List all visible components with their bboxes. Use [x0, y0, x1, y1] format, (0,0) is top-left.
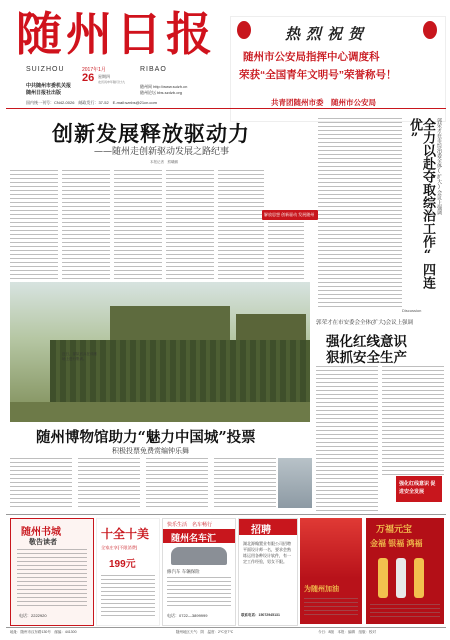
- ad-shiquan-logo: 十全十美: [101, 527, 150, 541]
- ad-jiayou-text: [304, 598, 358, 618]
- lead-byline: 本报记者 熊曦鹏: [150, 160, 178, 164]
- lead-col-6: [268, 222, 304, 282]
- web-1: 随州网 http://www.suizh.cn: [140, 84, 188, 89]
- ad-recruit-phone: 联系电话：15072945131: [241, 613, 280, 617]
- ground-shape: [10, 402, 310, 422]
- ad-cars: [162, 518, 236, 626]
- museum-col-1: [10, 458, 72, 510]
- lead-headline: 创新发展释放驱动力: [52, 121, 250, 146]
- news-photo: [10, 282, 310, 422]
- ad-recruit-text: 湖北源翰置业有限公司招聘平面设计师一名，要求会熟练运用各种设计软件，有一定工作经验，男女不限。: [243, 541, 291, 564]
- safety-sidebar-box: [396, 476, 442, 502]
- photo-caption-text: [62, 352, 98, 412]
- ad-jiayou-banner: 为随州加油: [304, 586, 339, 593]
- lead-col-4: [166, 170, 214, 282]
- ad-wanfu-brand: 万福元宝: [376, 524, 413, 534]
- lead-col-3: [114, 170, 162, 282]
- right-story-text: [318, 118, 402, 308]
- safety-col-1: [316, 366, 378, 518]
- masthead-pinyin-left: SUIZHOU: [26, 66, 65, 73]
- publisher-line-2: 随州日报社出版: [26, 90, 62, 96]
- ad-bookstore-phone: 电话：2222920: [19, 613, 47, 618]
- museum-col-3: [146, 458, 208, 510]
- ad-bookstore-title: 随州书城: [21, 527, 61, 538]
- masthead: [6, 6, 226, 106]
- lantern-left-icon: [237, 21, 251, 39]
- lead-inline-banner: [262, 210, 318, 220]
- ad-recruit-title: 招聘: [251, 525, 271, 536]
- divider: [6, 514, 446, 515]
- safety-headline-2: 狠抓安全生产: [326, 350, 407, 366]
- right-byline: Discussion: [402, 308, 422, 313]
- right-kicker: 郭荣才在市综治委全体(扩大)会议上强调: [436, 118, 442, 215]
- museum-headline: 随州博物馆助力“魅力中国城”投票: [36, 429, 256, 446]
- date-line: 2017年1月: [82, 67, 106, 73]
- ad-bookstore-text: [17, 549, 87, 609]
- ad-shiquan-price: 199元: [109, 559, 136, 570]
- publisher-line-1: 中共随州市委机关报: [26, 83, 72, 89]
- lead-col-5: [218, 170, 264, 282]
- ad-jiayou-deco: [300, 518, 362, 578]
- safety-headline-1: 强化红线意识: [326, 334, 407, 350]
- photo-caption: 近日，部队官兵在训练场上进行集训。: [62, 352, 97, 361]
- web-2: 随州论坛 bbs.szdzb.org: [140, 90, 183, 95]
- ad-cars-top: 快乐生活 名车畅行: [167, 522, 213, 528]
- footer-left: 地址：随州市汉东路130号 邮编：441300: [10, 630, 77, 634]
- safety-sidebar-text: 强化红线意识 促进安全发展: [399, 481, 436, 495]
- ad-recruit: [238, 518, 298, 626]
- footer-mid: 随州地区天气：阴 温度：2℃至7℃: [176, 630, 234, 634]
- divider: [6, 627, 446, 628]
- lead-col-1: [10, 170, 58, 282]
- ad-cars-note: 修汽车 车辆保险: [167, 569, 200, 574]
- ad-shiquan-sub: 全家庄享(不限消费): [101, 545, 138, 550]
- ad-wanfu-title: 金福 银福 鸿福: [370, 539, 423, 548]
- lead-inline-banner-text: 解放思想 创新驱动 发展随州: [264, 212, 315, 217]
- museum-col-4: [214, 458, 276, 510]
- masthead-pinyin-right: RIBAO: [140, 66, 167, 73]
- ad-cars-phone: 电话：0722—3899999: [167, 613, 208, 618]
- date-weekday: 星期四: [98, 74, 110, 79]
- ad-wanfu-text: [370, 604, 440, 620]
- lead-subhead: ——随州走创新驱动发展之路纪事: [94, 147, 230, 157]
- ad-recruit-title-band: [239, 519, 297, 535]
- top-ad: [230, 16, 446, 122]
- lead-col-2: [62, 170, 110, 282]
- ad-shiquan: [96, 518, 160, 626]
- ad-cars-title-band: [163, 529, 235, 543]
- ad-cars-title: 随州名车汇: [171, 533, 217, 543]
- safety-col-2: [382, 366, 444, 476]
- footer-right: 今日：8版 本报：编辑 组版：校对: [318, 630, 376, 634]
- ad-signers: 共青团随州市委 随州市公安局: [271, 98, 376, 107]
- ad-heading: 热烈祝贺: [285, 25, 370, 43]
- ad-bookstore: [10, 518, 94, 626]
- ad-shiquan-text: [101, 575, 155, 619]
- date-issue: 农历丙申年腊月廿九: [98, 80, 126, 84]
- bottle-icon: [414, 558, 424, 598]
- right-headline: 全力以赴夺取综治工作“四连优”: [407, 118, 435, 289]
- cn-line: 国内统一刊号：CN42-0026 邮政发行：37-52 E-mail:sznbs@21cn.com: [26, 100, 157, 105]
- museum-photo: [278, 458, 312, 508]
- lantern-right-icon: [423, 21, 437, 39]
- divider: [6, 108, 446, 109]
- safety-kicker: 郭荣才在市安委会全体(扩大)会议上强调: [316, 320, 414, 326]
- car-image: [171, 547, 227, 565]
- museum-col-2: [78, 458, 140, 510]
- bottle-icon: [396, 558, 406, 598]
- ad-line-2: 荣获“全国青年文明号”荣誉称号！: [239, 69, 397, 81]
- date-box: [76, 64, 134, 94]
- ad-jiayou: [300, 518, 362, 624]
- ad-line-1: 随州市公安局指挥中心调度科: [243, 51, 380, 63]
- ad-cars-text: [167, 577, 231, 607]
- ad-bookstore-sub: 敬告读者: [29, 539, 57, 546]
- masthead-title: 随州日报: [16, 7, 216, 61]
- museum-subhead: 积极投票免费赏编钟乐舞: [112, 447, 189, 455]
- ad-wanfu: [366, 518, 444, 624]
- date-day: 26: [82, 72, 95, 84]
- bottle-icon: [378, 558, 388, 598]
